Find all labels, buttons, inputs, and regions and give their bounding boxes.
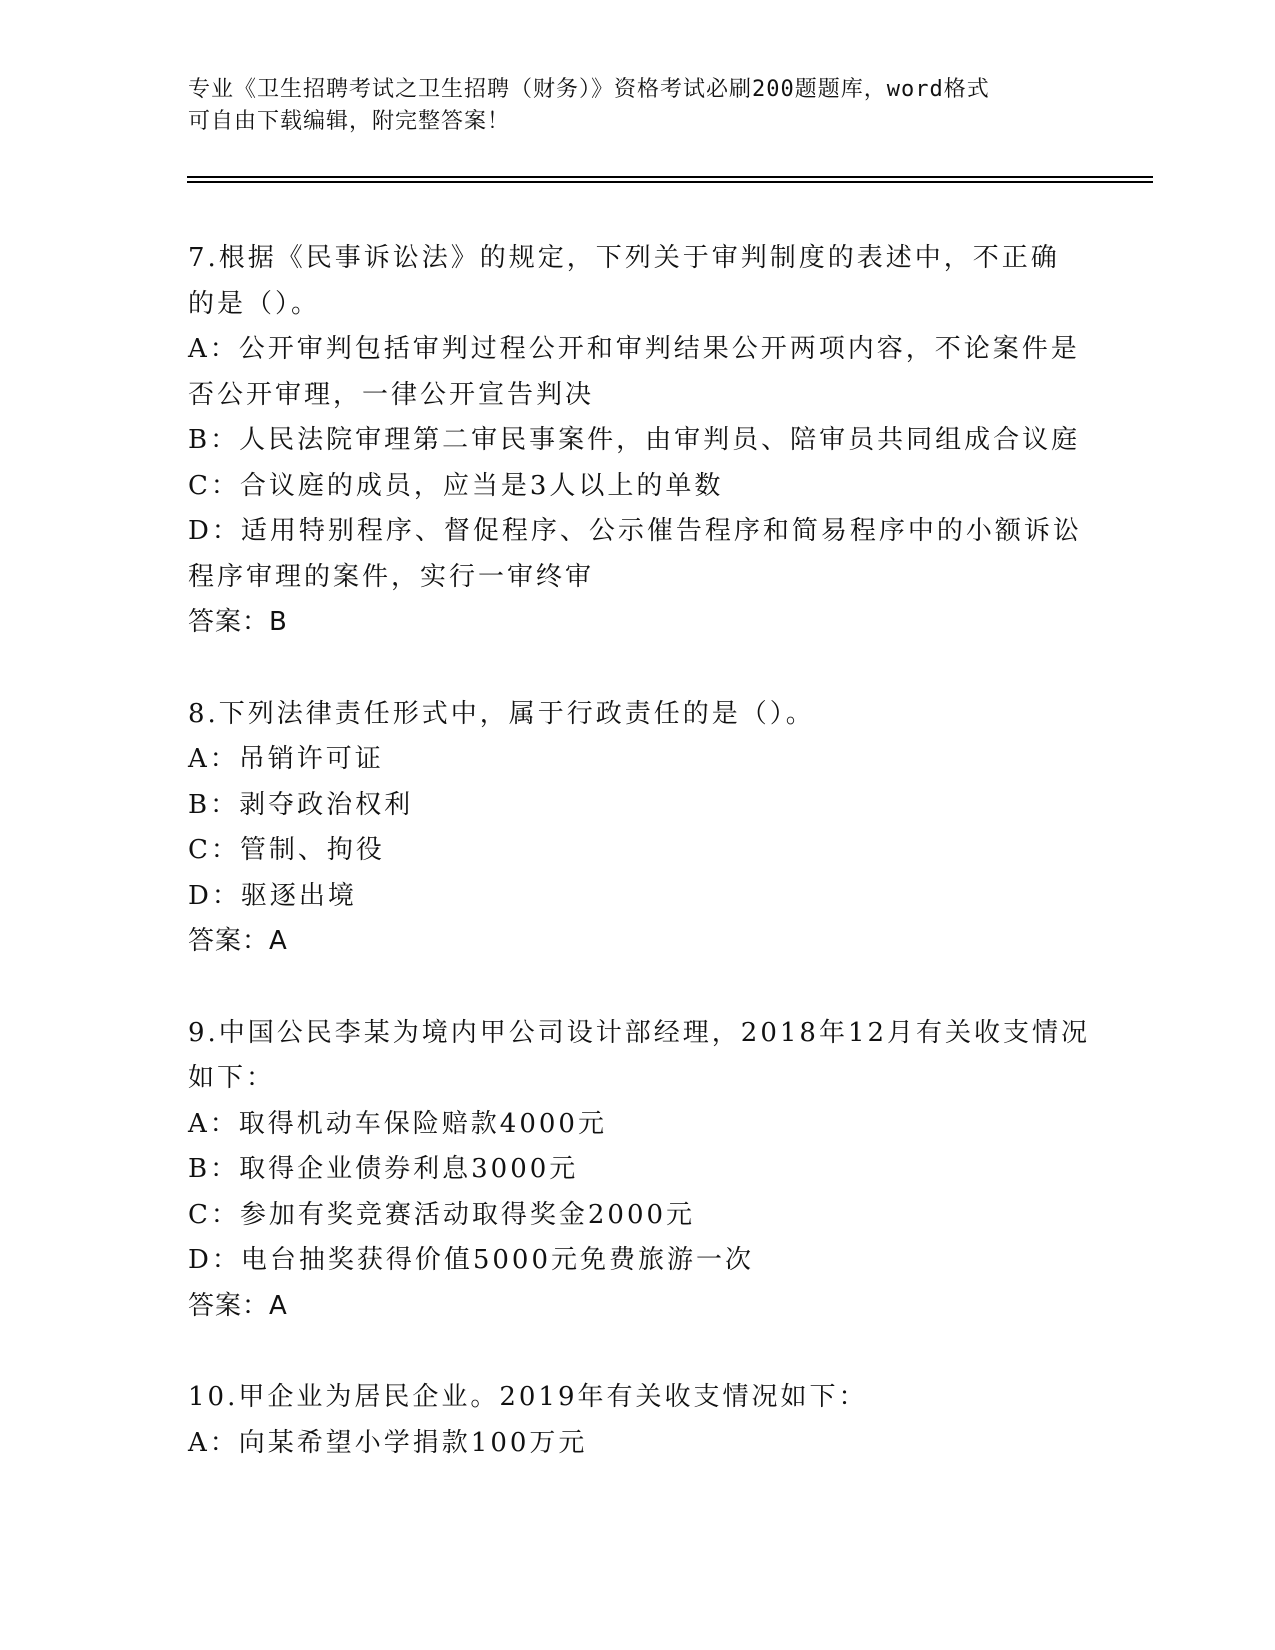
header-line-1: 专业《卫生招聘考试之卫生招聘（财务）》资格考试必刷200题题库，word格式 (188, 77, 990, 102)
question-stem-line: 7.根据《民事诉讼法》的规定，下列关于审判制度的表述中，不正确 (188, 243, 1060, 273)
question-stem-line: 如下： (188, 1063, 276, 1093)
option-b-line: B：取得企业债券利息3000元 (188, 1154, 579, 1184)
header-rule-top (187, 176, 1153, 178)
question-stem-line: 10.甲企业为居民企业。2019年有关收支情况如下： (188, 1382, 868, 1412)
question-9 (188, 1011, 1091, 1330)
option-d-line: 程序审理的案件，实行一审终审 (188, 561, 595, 592)
option-b-line: B：剥夺政治权利 (188, 789, 414, 820)
option-b-line: B：人民法院审理第二审民事案件，由审判员、陪审员共同组成合议庭 (188, 425, 1081, 455)
option-a-line: 否公开审理，一律公开宣告判决 (188, 379, 595, 410)
question-list (188, 236, 1091, 1512)
question-stem-line: 的是（）。 (188, 288, 321, 319)
option-d-line: D：电台抽奖获得价值5000元免费旅游一次 (188, 1245, 755, 1275)
option-d-line: D：驱逐出境 (188, 880, 357, 911)
option-c-line: C：参加有奖竞赛活动取得奖金2000元 (188, 1199, 696, 1230)
header-rule-bottom (187, 181, 1153, 183)
header-line-2: 可自由下载编辑，附完整答案！ (188, 109, 511, 134)
answer-label: 答案：A (188, 926, 288, 956)
option-c-line: C：管制、拘役 (188, 835, 385, 865)
answer-label: 答案：A (188, 1290, 288, 1321)
option-c-line: C：合议庭的成员，应当是3人以上的单数 (188, 470, 724, 501)
question-stem-line: 8.下列法律责任形式中，属于行政责任的是（）。 (188, 698, 815, 729)
question-8 (188, 692, 1088, 965)
question-10 (188, 1375, 1088, 1466)
option-a-line: A：取得机动车保险赔款4000元 (188, 1108, 607, 1139)
option-a-line: A：吊销许可证 (188, 744, 384, 774)
document-header (188, 74, 1088, 138)
option-a-line: A：向某希望小学捐款100万元 (188, 1427, 588, 1458)
option-d-line: D：适用特别程序、督促程序、公示催告程序和简易程序中的小额诉讼 (188, 516, 1082, 546)
question-stem-line: 9.中国公民李某为境内甲公司设计部经理，2018年12月有关收支情况 (188, 1017, 1091, 1048)
question-7 (188, 236, 1088, 646)
option-a-line: A：公开审判包括审判过程公开和审判结果公开两项内容，不论案件是 (188, 334, 1080, 364)
answer-label: 答案：B (188, 607, 288, 637)
